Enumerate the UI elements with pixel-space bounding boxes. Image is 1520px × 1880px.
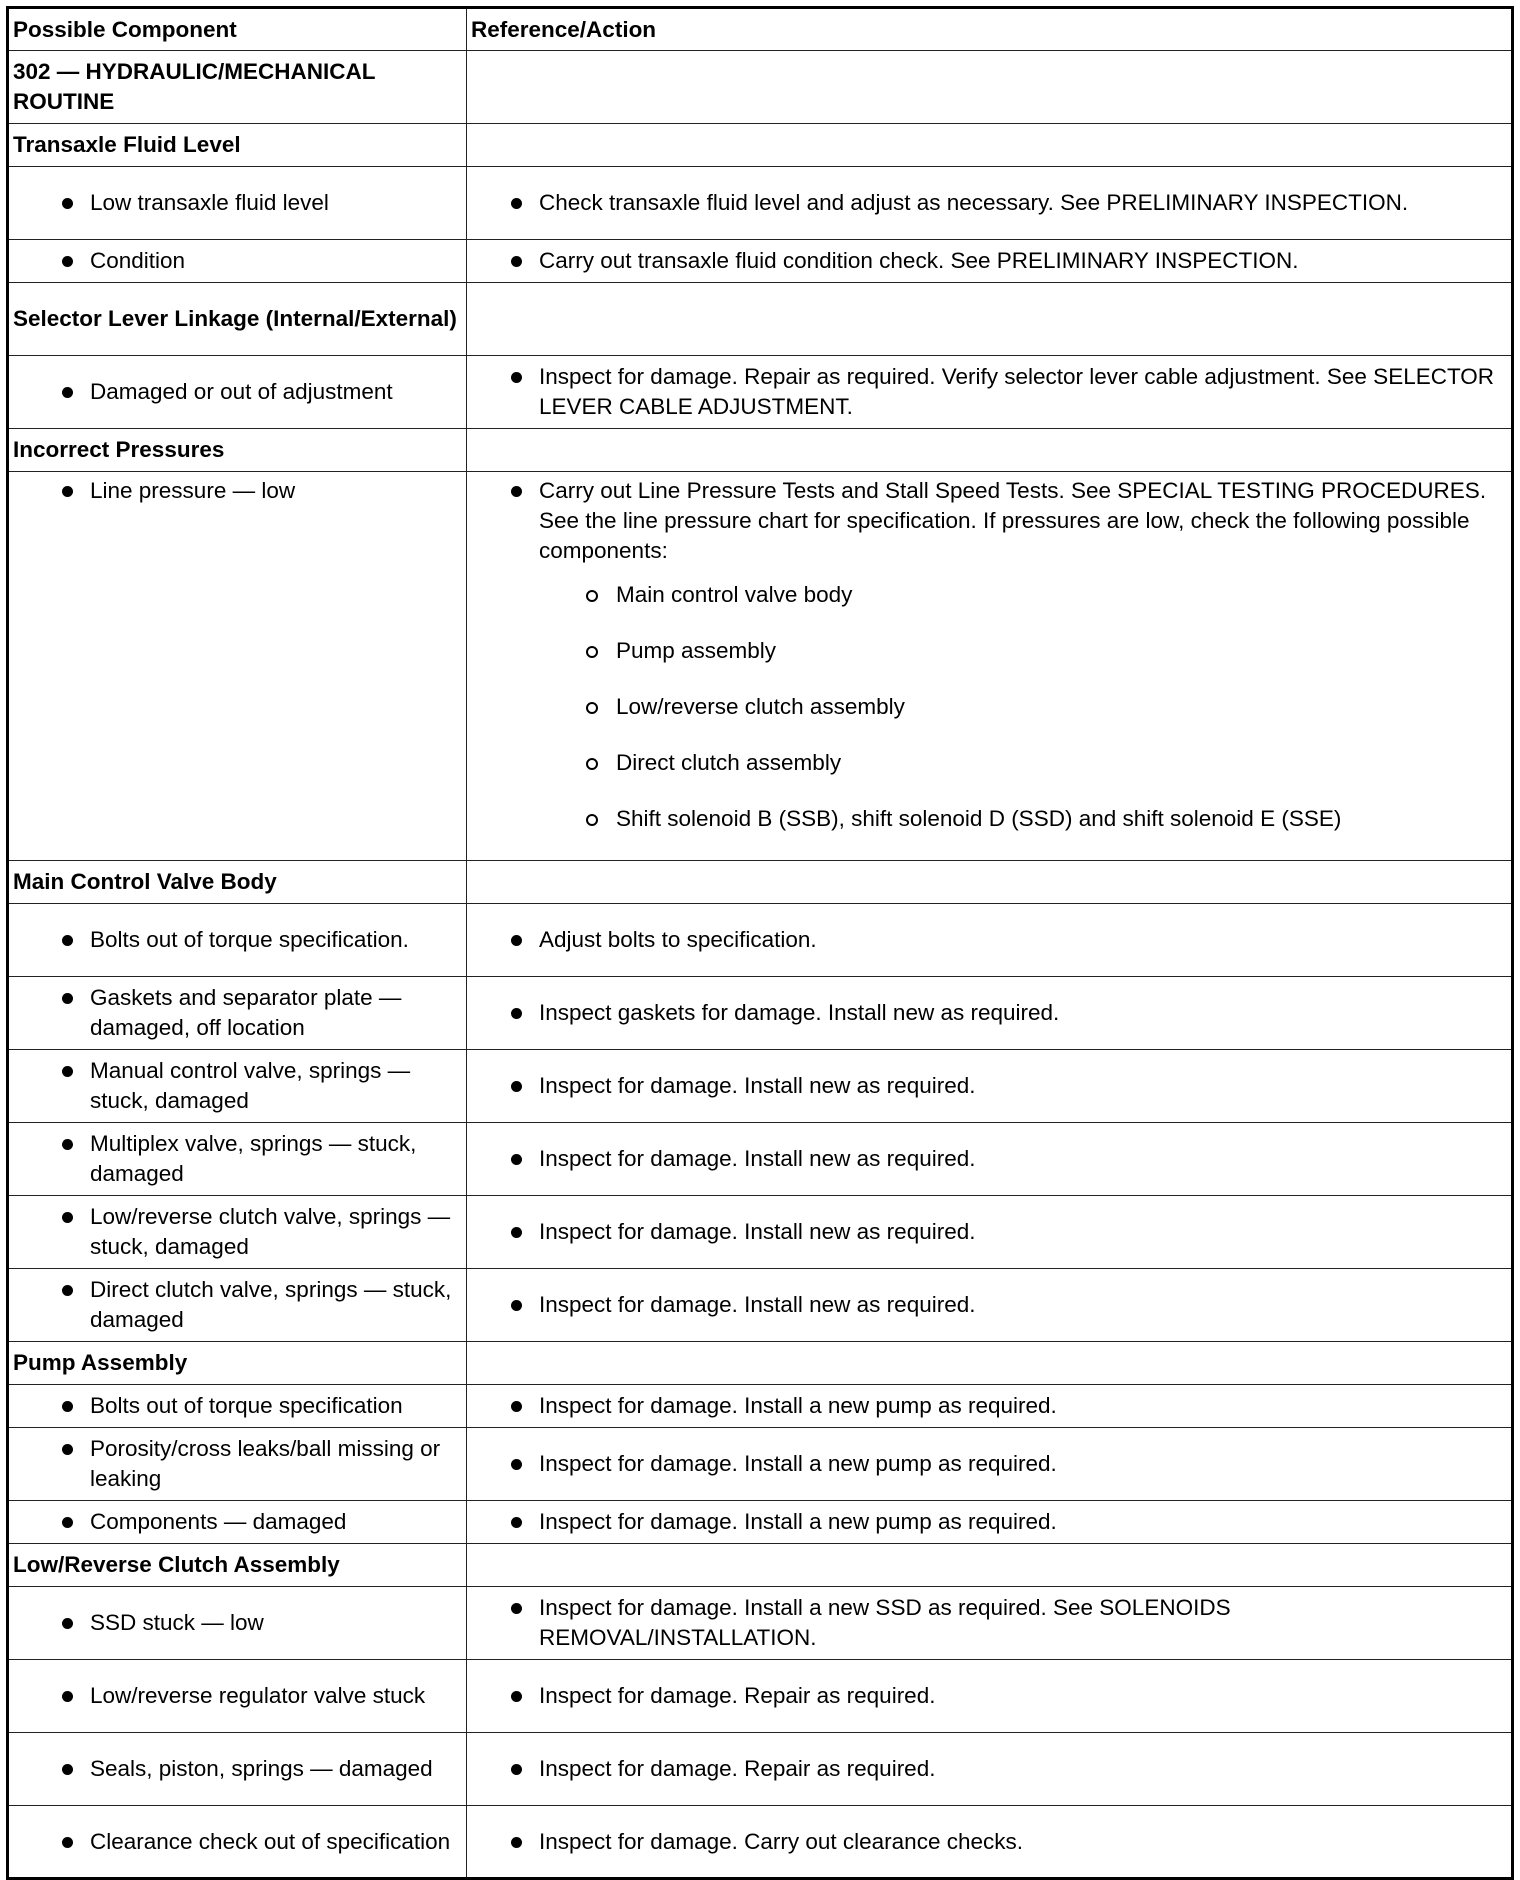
reference-action xyxy=(467,977,1513,1050)
component-text: Porosity/cross leaks/ball missing or leaking xyxy=(13,1434,460,1494)
reference-action xyxy=(467,240,1513,283)
component-text: Pump Assembly xyxy=(13,1350,188,1375)
component-text: Direct clutch valve, springs — stuck, damaged xyxy=(13,1275,460,1335)
possible-component xyxy=(8,1428,467,1501)
possible-component xyxy=(8,1123,467,1196)
section-row xyxy=(8,124,1513,167)
action-text: Inspect for damage. Install a new pump as required. xyxy=(471,1391,1505,1421)
table-row xyxy=(8,1733,1513,1806)
possible-component xyxy=(8,1385,467,1428)
action-text: Inspect for damage. Install a new SSD as required. See SOLENOIDS REMOVAL/INSTALLATION. xyxy=(471,1593,1505,1653)
action-text: Inspect for damage. Install new as required. xyxy=(471,1144,1505,1174)
possible-component xyxy=(8,240,467,283)
reference-action xyxy=(467,429,1513,472)
component-text: Low/reverse clutch valve, springs — stuck, damaged xyxy=(13,1202,460,1262)
table-row xyxy=(8,1050,1513,1123)
component-text: Condition xyxy=(13,246,460,276)
reference-action xyxy=(467,283,1513,356)
section-title xyxy=(8,861,467,904)
component-text: Gaskets and separator plate — damaged, off location xyxy=(13,983,460,1043)
action-text: Carry out Line Pressure Tests and Stall Speed Tests. See SPECIAL TESTING PROCEDURES. See the line pressure chart for specification. If pressures are low, check the following possible components: xyxy=(471,476,1505,566)
possible-component xyxy=(8,472,467,861)
section-title xyxy=(8,124,467,167)
component-text: Bolts out of torque specification. xyxy=(13,925,460,955)
reference-action xyxy=(467,1050,1513,1123)
component-text: Seals, piston, springs — damaged xyxy=(13,1754,460,1784)
section-row xyxy=(8,429,1513,472)
action-text: Inspect for damage. Install a new pump as required. xyxy=(471,1449,1505,1479)
table-row xyxy=(8,1269,1513,1342)
possible-component xyxy=(8,1196,467,1269)
component-text: Manual control valve, springs — stuck, damaged xyxy=(13,1056,460,1116)
header-row xyxy=(8,8,1513,51)
action-text: Inspect for damage. Repair as required. xyxy=(471,1754,1505,1784)
reference-action xyxy=(467,1428,1513,1501)
table-row xyxy=(8,356,1513,429)
section-title xyxy=(8,283,467,356)
reference-action xyxy=(467,861,1513,904)
reference-action xyxy=(467,1544,1513,1587)
possible-component xyxy=(8,1587,467,1660)
reference-action xyxy=(467,51,1513,124)
possible-component xyxy=(8,1660,467,1733)
reference-action xyxy=(467,1123,1513,1196)
table-row xyxy=(8,167,1513,240)
sub-component-list xyxy=(471,580,1505,834)
action-text: Inspect for damage. Install a new pump as required. xyxy=(471,1507,1505,1537)
action-text: Inspect for damage. Repair as required. Verify selector lever cable adjustment. See SELECTOR LEVER CABLE ADJUSTMENT. xyxy=(471,362,1505,422)
component-text: Main Control Valve Body xyxy=(13,869,277,894)
reference-action xyxy=(467,124,1513,167)
component-text: Selector Lever Linkage (Internal/External) xyxy=(13,306,457,331)
table-row xyxy=(8,1587,1513,1660)
section-row xyxy=(8,1544,1513,1587)
sub-component-item: Direct clutch assembly xyxy=(471,748,1505,778)
table-row xyxy=(8,1123,1513,1196)
possible-component xyxy=(8,1733,467,1806)
table-row xyxy=(8,977,1513,1050)
sub-component-item: Low/reverse clutch assembly xyxy=(471,692,1505,722)
reference-action xyxy=(467,356,1513,429)
component-text: Multiplex valve, springs — stuck, damaged xyxy=(13,1129,460,1189)
component-text: 302 — HYDRAULIC/MECHANICAL ROUTINE xyxy=(13,59,376,114)
reference-action xyxy=(467,1196,1513,1269)
possible-component xyxy=(8,356,467,429)
reference-action xyxy=(467,1660,1513,1733)
action-text: Inspect for damage. Install new as required. xyxy=(471,1071,1505,1101)
table-row xyxy=(8,1196,1513,1269)
action-text: Carry out transaxle fluid condition check. See PRELIMINARY INSPECTION. xyxy=(471,246,1505,276)
component-text: SSD stuck — low xyxy=(13,1608,460,1638)
action-text: Adjust bolts to specification. xyxy=(471,925,1505,955)
header-possible-component: Possible Component xyxy=(8,8,467,51)
reference-action xyxy=(467,1733,1513,1806)
header-reference-action: Reference/Action xyxy=(467,8,1513,51)
reference-action xyxy=(467,1587,1513,1660)
possible-component xyxy=(8,1806,467,1879)
possible-component xyxy=(8,1501,467,1544)
component-text: Incorrect Pressures xyxy=(13,437,225,462)
section-title xyxy=(8,1342,467,1385)
table-row xyxy=(8,1428,1513,1501)
table-row xyxy=(8,472,1513,861)
action-text: Inspect for damage. Carry out clearance checks. xyxy=(471,1827,1505,1857)
reference-action xyxy=(467,904,1513,977)
table-row xyxy=(8,904,1513,977)
reference-action xyxy=(467,1342,1513,1385)
component-text: Components — damaged xyxy=(13,1507,460,1537)
reference-action xyxy=(467,1385,1513,1428)
sub-component-item: Shift solenoid B (SSB), shift solenoid D (SSD) and shift solenoid E (SSE) xyxy=(471,804,1505,834)
section-title xyxy=(8,429,467,472)
component-text: Low/Reverse Clutch Assembly xyxy=(13,1552,340,1577)
section-title xyxy=(8,51,467,124)
component-text: Damaged or out of adjustment xyxy=(13,377,460,407)
possible-component xyxy=(8,1050,467,1123)
reference-action xyxy=(467,1269,1513,1342)
reference-action xyxy=(467,1501,1513,1544)
table-row xyxy=(8,1660,1513,1733)
component-text: Line pressure — low xyxy=(13,476,460,506)
reference-action xyxy=(467,167,1513,240)
table-row xyxy=(8,1806,1513,1879)
table-row xyxy=(8,1501,1513,1544)
action-text: Inspect for damage. Repair as required. xyxy=(471,1681,1505,1711)
component-text: Clearance check out of specification xyxy=(13,1827,460,1857)
section-title xyxy=(8,1544,467,1587)
sub-component-item: Main control valve body xyxy=(471,580,1505,610)
table-row xyxy=(8,1385,1513,1428)
sub-component-item: Pump assembly xyxy=(471,636,1505,666)
action-text: Inspect for damage. Install new as required. xyxy=(471,1290,1505,1320)
section-row xyxy=(8,1342,1513,1385)
action-text: Inspect for damage. Install new as required. xyxy=(471,1217,1505,1247)
component-text: Bolts out of torque specification xyxy=(13,1391,460,1421)
section-row xyxy=(8,283,1513,356)
section-row xyxy=(8,51,1513,124)
component-text: Transaxle Fluid Level xyxy=(13,132,241,157)
possible-component xyxy=(8,1269,467,1342)
table-row xyxy=(8,240,1513,283)
reference-action xyxy=(467,472,1513,861)
component-text: Low transaxle fluid level xyxy=(13,188,460,218)
diagnosis-table xyxy=(6,6,1514,1880)
reference-action xyxy=(467,1806,1513,1879)
action-text: Check transaxle fluid level and adjust as necessary. See PRELIMINARY INSPECTION. xyxy=(471,188,1505,218)
possible-component xyxy=(8,904,467,977)
section-row xyxy=(8,861,1513,904)
possible-component xyxy=(8,167,467,240)
component-text: Low/reverse regulator valve stuck xyxy=(13,1681,460,1711)
action-text: Inspect gaskets for damage. Install new as required. xyxy=(471,998,1505,1028)
possible-component xyxy=(8,977,467,1050)
